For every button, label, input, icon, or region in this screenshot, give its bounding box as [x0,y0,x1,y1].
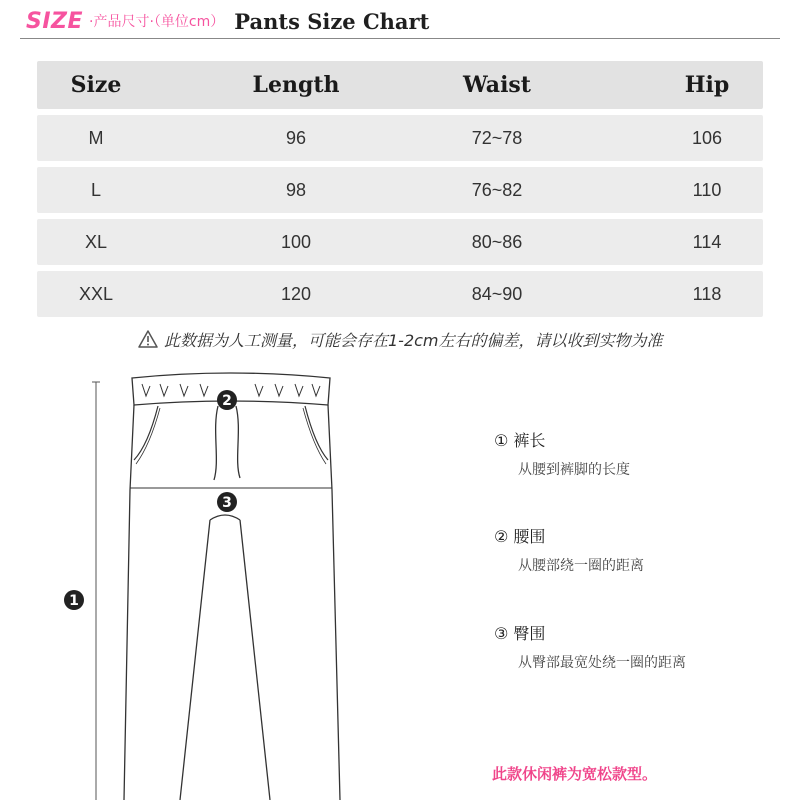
column-header-size: Size [70,72,122,98]
column-header-length: Length [252,72,340,98]
waist-cell: 72~78 [471,127,523,148]
legend-desc: 从腰部绕一圈的距离 [518,558,644,574]
fit-note: 此款休闲裤为宽松款型。 [492,765,658,783]
drawstring [214,406,218,480]
waist-cell: 80~86 [471,231,523,252]
marker-2-label: 2 [222,393,232,409]
legend-item-length [494,428,630,479]
length-cell: 96 [285,127,307,148]
table-row [37,167,763,213]
marker-2 [217,390,237,410]
length-cell: 100 [280,231,312,252]
right-pocket [305,406,328,460]
note-text: 此数据为人工测量，可能会存在1-2cm左右的偏差，请以收到实物为准 [164,330,663,350]
legend-name: ③ 臀围 [494,624,546,643]
marker-1-label: 1 [69,593,79,609]
table-header-row [37,61,763,109]
left-pocket [134,406,158,460]
page-title: Pants Size Chart [234,8,430,34]
hip-cell: 110 [692,179,722,200]
length-cell: 98 [285,179,307,200]
pants-outline [124,405,340,800]
hip-cell: 106 [691,127,723,148]
size-table [37,61,763,323]
marker-1 [64,590,84,610]
table-row [37,219,763,265]
unit-subtitle: ·产品尺寸·（单位cm） [89,14,225,30]
length-cell: 120 [280,283,312,304]
hip-cell: 118 [692,283,722,304]
size-cell: XXL [78,283,114,304]
legend-name: ② 腰围 [494,527,546,546]
pants-diagram [50,360,350,800]
size-cell: XL [84,231,108,252]
brand-label: SIZE [26,8,84,34]
legend-item-hip [494,621,686,672]
table-row [37,271,763,317]
drawstring [236,406,240,478]
inseam [180,515,270,800]
size-cell: L [90,179,101,200]
waist-cell: 84~90 [471,283,523,304]
column-header-waist: Waist [463,72,531,98]
size-cell: M [88,127,104,148]
marker-3 [217,492,237,512]
warning-icon [138,330,158,348]
legend-desc: 从腰到裤脚的长度 [518,462,630,478]
marker-3-label: 3 [222,495,232,511]
table-row [37,115,763,161]
column-header-hip: Hip [684,72,730,98]
header-divider [20,38,780,39]
legend-desc: 从臀部最宽处绕一圈的距离 [518,655,686,671]
legend-item-waist [494,524,644,575]
hip-cell: 114 [692,231,722,252]
legend-name: ① 裤长 [494,431,546,450]
chart-header [26,6,429,36]
measurement-note [138,327,768,351]
waist-cell: 76~82 [471,179,523,200]
